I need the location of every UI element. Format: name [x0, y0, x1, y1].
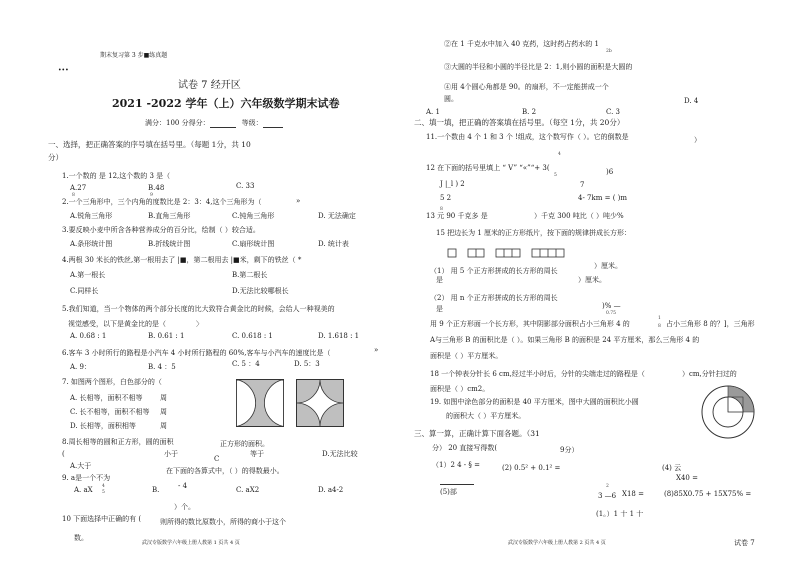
score-blank[interactable] [210, 121, 236, 128]
section-2-heading: 二、填一填，把正确的答案填在括号里。（每空 1分，共 20分） [414, 118, 625, 127]
calc-4: (4) 云 [662, 464, 682, 472]
q7-text: 7. 如图两个图形，白色部分的（ [62, 378, 162, 386]
calc-2: (2) 0.5² + 0.1² = [502, 464, 561, 472]
q8-option-e: D.无法比较 [322, 450, 358, 458]
q15-2-tail: )% — [602, 302, 621, 310]
q6-option-c: C. 5 ：4 [232, 360, 260, 368]
q16-frac-top: 1 [658, 316, 661, 321]
review-step-label: 期末复习第 3 步■练真题 [100, 52, 168, 59]
q4-option-a: A.第一根长 [70, 271, 106, 279]
q16-text: 用 9 个正方形面一个长方形，其中阴影部分面积占小三角形 4 的 [430, 320, 630, 328]
r3-option-b: B. 2 [522, 108, 537, 116]
section-1-heading: 一、选择，把正确答案的序号填在括号里。（每题 1分，共 10 [48, 140, 251, 149]
q15-1-tail: ）厘米。 [594, 262, 622, 270]
q5-mark: 〉 [196, 320, 203, 328]
q9-option-d: D. a4-2 [318, 486, 344, 494]
q12-frac-bot: 5 [554, 173, 557, 178]
q9-end: ）个。 [174, 503, 195, 511]
calc-4-cont: X40 = [676, 474, 698, 482]
q12-line-2-tail: 7 [580, 181, 585, 189]
q10-text-cont: 数。 [74, 534, 88, 542]
q12-text: 12 在下面的括号里填上 “ V” “«”“+ 3( [426, 164, 550, 172]
q15-1b-tail: ）厘米。 [578, 276, 606, 284]
r3-text: ④用 4个圆心角都是 90。的扇形，不一定能拼成一个 [444, 83, 609, 91]
q9-option-a: A. aX [74, 486, 93, 494]
q17-text-tail: ）cm,分针扫过的 [682, 370, 737, 378]
q6-option-a: A. 9： [70, 363, 91, 371]
q4-option-c: C.同样长 [70, 287, 99, 295]
q8-option-d: 等于 [250, 450, 264, 458]
calc-6-bot: 3 —6 [598, 492, 617, 500]
q7-figure-left [236, 379, 284, 427]
q4-option-b: B.第二根长 [232, 271, 268, 279]
q5-option-d: D. 1.618 : 1 [318, 332, 360, 340]
r1-sub: 2b [606, 49, 612, 54]
q18-text: 19. 如图中涂色部分的面积是 40 平方厘米，图中大圆的面积比小圆 [430, 398, 639, 406]
exam-subtitle: 2021 -2022 学年（上）六年级数学期末试卷 [112, 97, 340, 110]
q11-end: ） [694, 136, 701, 144]
q6-option-d: D. 5：3 [294, 360, 320, 368]
q1-option-b: B.48 [148, 184, 165, 192]
calc-8: (8)85X0.75 + 15X75% = [664, 490, 752, 498]
concentric-circle-figure [700, 384, 756, 440]
r2-text: ③大圆的半径和小圆的半径比是 2：1,则小圆的面积是大圆的 [444, 63, 633, 71]
r1-text: ②在 1 千克水中加入 40 克药，这时药占药水的 1 [444, 40, 599, 48]
square-pattern-figure [446, 246, 676, 260]
exam-title: 试卷 7 经开区 [178, 80, 241, 91]
q2-mark: » [296, 197, 301, 205]
q1-text: 1.一个数的 是 12,这个数的 3 是（ [62, 172, 171, 180]
q11-text: 11.一个数由 4 个 1 和 3 个 !组成，这个数写作（ ）。它的倒数是 [426, 133, 629, 141]
q15-2-text: （2） 用 n 个正方形拼成的长方形的周长 [430, 294, 558, 302]
q3-text: 3.要反映小麦中所含各种营养成分的百分比，绘制（ ）较合适。 [62, 226, 260, 234]
q8-paren: ( [62, 450, 65, 458]
calc-6-top: 2 [606, 484, 609, 489]
q8-text: 8.周长相等的圆和正方形，圆的面积 [62, 438, 174, 446]
q4-text: 4.两根 30 米长的铁丝,第一根用去了 |■，第二根用去 |■米，剩下的铁丝（ * [62, 256, 302, 264]
r3-option-a: A. 1 [426, 108, 440, 116]
grade-label: 等级： [241, 119, 263, 127]
section-3-heading-tail: 9分） [560, 446, 579, 454]
q8-option-a: A.大于 [70, 462, 92, 470]
dots-mark: ••• [58, 67, 69, 74]
q12-frac-top: 4 [558, 152, 561, 157]
q12-tail: )6 [606, 168, 614, 176]
calc-6: X18 = [622, 490, 644, 498]
q12-line-3-tail: 4- 7km = ( )m [578, 194, 628, 202]
q12-line-3: 5 2 [440, 194, 452, 202]
r3-option-d: D. 4 [684, 97, 699, 105]
q3-option-c: C.扇形统计图 [232, 240, 275, 248]
q16-text-tail: 占小三角形 8 的？]，三角形 [666, 320, 755, 328]
q13-text-mid: ）千克 300 吨比（ ）吨少% [534, 212, 624, 220]
footer-left: 武汉专版数学六年级上册人教第 1 页共 4 页 [142, 540, 240, 546]
q5-option-a: A. 0.68 : 1 [70, 332, 107, 340]
q15-1-text: （1） 用 5 个正方形拼成的长方形的周长 [430, 267, 558, 275]
q10-text: 10 下面选择中正确的有 ( [62, 515, 142, 523]
q7-option-b-tail: 周 [160, 408, 167, 416]
section-3-heading: 三、算一算，正确计算下面各题。（31 [414, 429, 540, 438]
footer-right: 武汉专版数学六年级上册人教第 2 页共 4 页 [508, 540, 606, 546]
q17-text: 18 一个钟表分针长 6 cm,经过半小时后，分针的尖端走过的路程是（ [430, 370, 645, 378]
q3-option-a: A.条形统计图 [70, 240, 113, 248]
footer-corner-label: 试卷 7 [734, 539, 755, 547]
grade-blank[interactable] [263, 121, 283, 128]
q1-option-b-sub: 9 [150, 193, 153, 198]
calc-9: (1。）1 十 1 十 [596, 510, 644, 518]
q1-option-a-sub: 8 [72, 193, 75, 198]
q9-option-a-frac-bot: 5 [102, 490, 105, 495]
q6-text: 6.客车 3 小时所行的路程是小汽车 4 小时所行路程的 60%,客车与小汽车的速度比是（ [62, 349, 331, 357]
q7-option-c-tail: 周 [160, 422, 167, 430]
q5-option-c: C. 0.618 : 1 [232, 332, 273, 340]
q8-text-tail: 正方形的面积。 [220, 440, 269, 448]
q2-text: 2.一个三角形中，三个内角的度数比是 2：3：4,这个三角形为（ [62, 198, 262, 206]
q9-option-b-expr: - 4 [178, 482, 188, 490]
q6-option-b: B. 4 ：5 [148, 363, 176, 371]
r3-text-cont: 圆。 [444, 95, 458, 103]
q15-2-sub: 0.75 [606, 311, 617, 316]
q9-option-c: C. aX2 [236, 486, 260, 494]
calc-5: (5)部 [440, 488, 457, 496]
calc-1: （1）2 4 - § = [432, 461, 480, 469]
q4-option-d: D.无法比较哪根长 [232, 287, 289, 295]
q9-text: 9. a是一个不为 [62, 474, 111, 482]
q16-text-cont2: 面积是（ ）平方厘米。 [430, 352, 503, 360]
q5-option-b: B. 0.61 : 1 [148, 332, 185, 340]
q8-option-c: C [214, 455, 220, 463]
section-3-heading-cont: 分） 20 直接写得数( [432, 444, 498, 452]
q7-figure-right [296, 379, 344, 427]
q3-option-d: D. 统计表 [318, 240, 349, 248]
q5-text: 5.我们知道，当一个物体的两个部分长度的比大致符合黄金比的时候，会给人一种视美的 [62, 305, 335, 313]
q12-line-2: J |_l ) 2 [440, 180, 465, 188]
q18-text-cont: 的面积大（ ）平方厘米。 [446, 412, 526, 420]
q14-text: 15 把边长为 1 厘米的正方形纸片，按下面的规律拼成长方形： [436, 229, 632, 237]
q1-option-a: A.27 [70, 184, 87, 192]
q13-sub: 8 [440, 207, 443, 212]
q16-text-cont: A与三角形 B 的面积比是（ ）。如果三角形 B 的面积是 24 平方厘米，那么三角形 4 的 [430, 336, 700, 344]
q8-option-b: 小于 [164, 450, 178, 458]
q15-2-text-cont: 是 [436, 305, 443, 313]
q9-option-a-frac-top: 4 [102, 484, 105, 489]
q2-option-d: D. 无法确定 [318, 212, 356, 220]
q9-option-b: B. [152, 486, 160, 494]
q16-frac-bot: 8 [658, 324, 661, 329]
score-line [145, 119, 283, 128]
q7-option-c: D. 长相等，面积相等 [70, 422, 136, 430]
score-label: 满分：100 分得分： [145, 119, 210, 127]
q10-text-tail: 则所得的数比原数小，所得的商小于这个 [160, 518, 286, 526]
q9-text-mid: 在下面的各算式中，（ ）的得数最小。 [166, 467, 284, 475]
q2-option-a: A.锐角三角形 [70, 212, 113, 220]
q3-option-b: B.折线统计图 [148, 240, 191, 248]
q7-option-a-tail: 周 [160, 394, 167, 402]
q5-text-cont: 视觉感受，以下是黄金比的是（ [68, 320, 166, 328]
q17-text-cont: 面积是（ ）cm2。 [430, 385, 490, 393]
q1-option-c: C. 33 [236, 182, 255, 190]
calc-5-rule [440, 484, 474, 485]
section-1-heading-cont: 分） [48, 153, 63, 162]
q7-option-a: A. 长相等，面积不相等 [70, 394, 143, 402]
q13-text: 13 元 90 千克多 是 [426, 212, 488, 220]
q2-option-b: B.直角三角形 [148, 212, 191, 220]
r3-option-c: C. 3 [606, 108, 621, 116]
q6-mark: » [374, 346, 379, 354]
q15-1-text-cont: 是 [436, 276, 443, 284]
q7-option-b: C. 长不相等，面积不相等 [70, 408, 150, 416]
q2-option-c: C.钝角三角形 [232, 212, 275, 220]
